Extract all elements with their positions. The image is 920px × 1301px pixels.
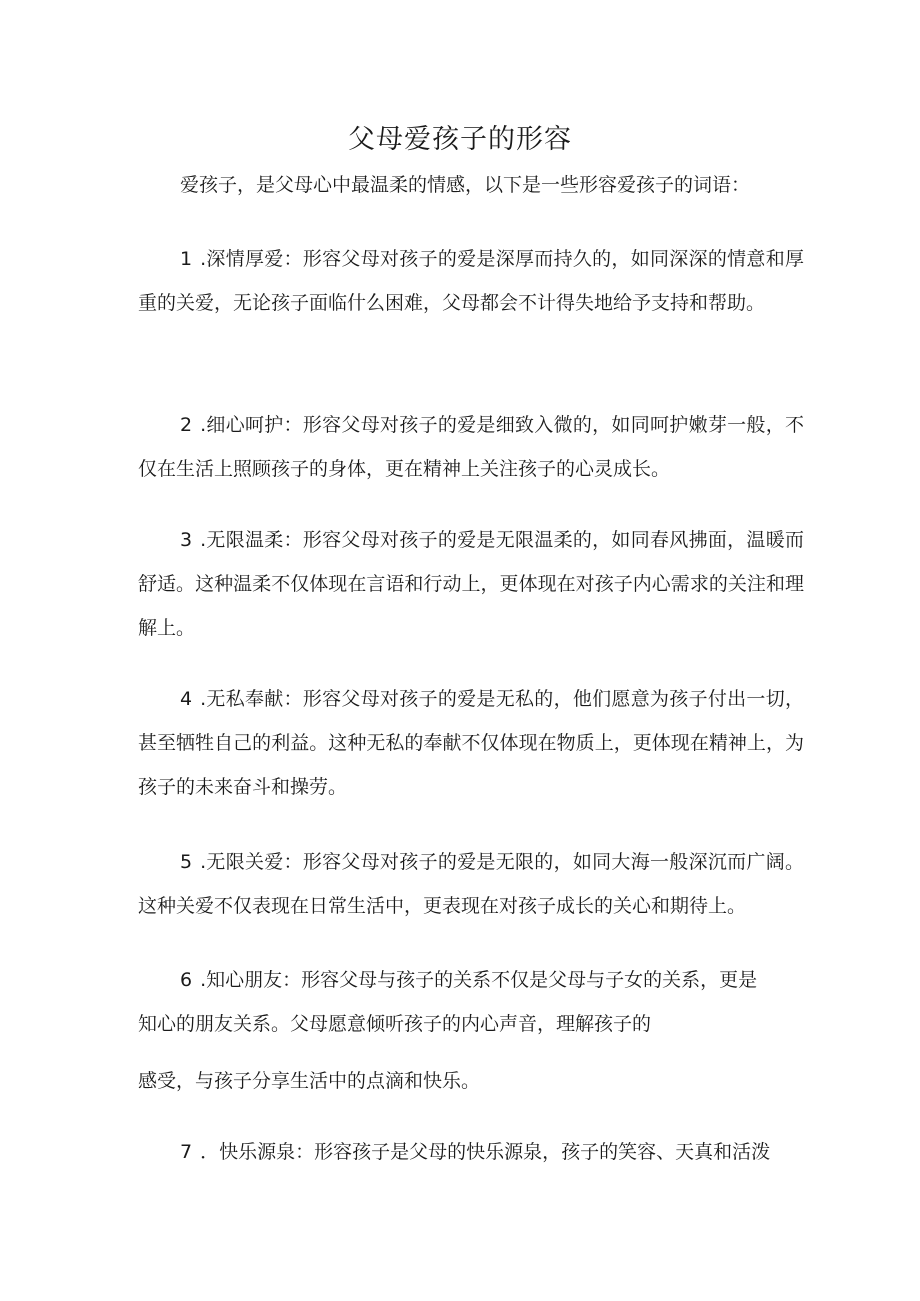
item-text: ．快乐源泉：形容孩子是父母的快乐源泉，孩子的笑容、天真和活泼 [200,1141,771,1163]
list-item [138,403,804,491]
item-text: .无限关爱：形容父母对孩子的爱是无限的，如同大海一般深沉而广阔。这种关爱不仅表现在日常生活中，更表现在对孩子成长的关心和期待上。 [138,851,804,917]
item-number: 3 [180,529,193,551]
intro-paragraph: 爱孩子，是父母心中最温柔的情感，以下是一些形容爱孩子的词语： [180,174,751,196]
item-text: .无私奉献：形容父母对孩子的爱是无私的，他们愿意为孩子付出一切，甚至牺牲自己的利益。这种无私的奉献不仅体现在物质上，更体现在精神上，为孩子的未来奋斗和操劳。 [138,688,804,798]
list-item [138,237,804,325]
item-text-tail: 感受，与孩子分享生活中的点滴和快乐。 [138,1070,481,1092]
item-text: .知心朋友：形容父母与孩子的关系不仅是父母与子女的关系，更是 [200,969,758,991]
item-text: .无限温柔：形容父母对孩子的爱是无限温柔的，如同春风拂面，温暖而舒适。这种温柔不仅体现在言语和行动上，更体现在对孩子内心需求的关注和理解上。 [138,529,804,639]
item-number: 4 [180,688,193,710]
item-text-continued: 知心的朋友关系。父母愿意倾听孩子的内心声音，理解孩子的 [138,1013,652,1035]
item-text: .细心呵护：形容父母对孩子的爱是细致入微的，如同呵护嫩芽一般，不仅在生活上照顾孩子的身体，更在精神上关注孩子的心灵成长。 [138,414,804,480]
list-item [138,677,804,809]
list-item [138,1130,804,1174]
item-number: 5 [180,851,193,873]
list-item [138,840,804,928]
item-number: 7 [180,1141,193,1163]
item-number: 1 [180,248,193,270]
list-item [138,958,804,1046]
item-number: 2 [180,414,193,436]
list-item [138,518,804,650]
page-title: 父母爱孩子的形容 [348,124,572,155]
item-number: 6 [180,969,193,991]
item-text: .深情厚爱：形容父母对孩子的爱是深厚而持久的，如同深深的情意和厚重的关爱，无论孩子面临什么困难，父母都会不计得失地给予支持和帮助。 [138,248,804,314]
